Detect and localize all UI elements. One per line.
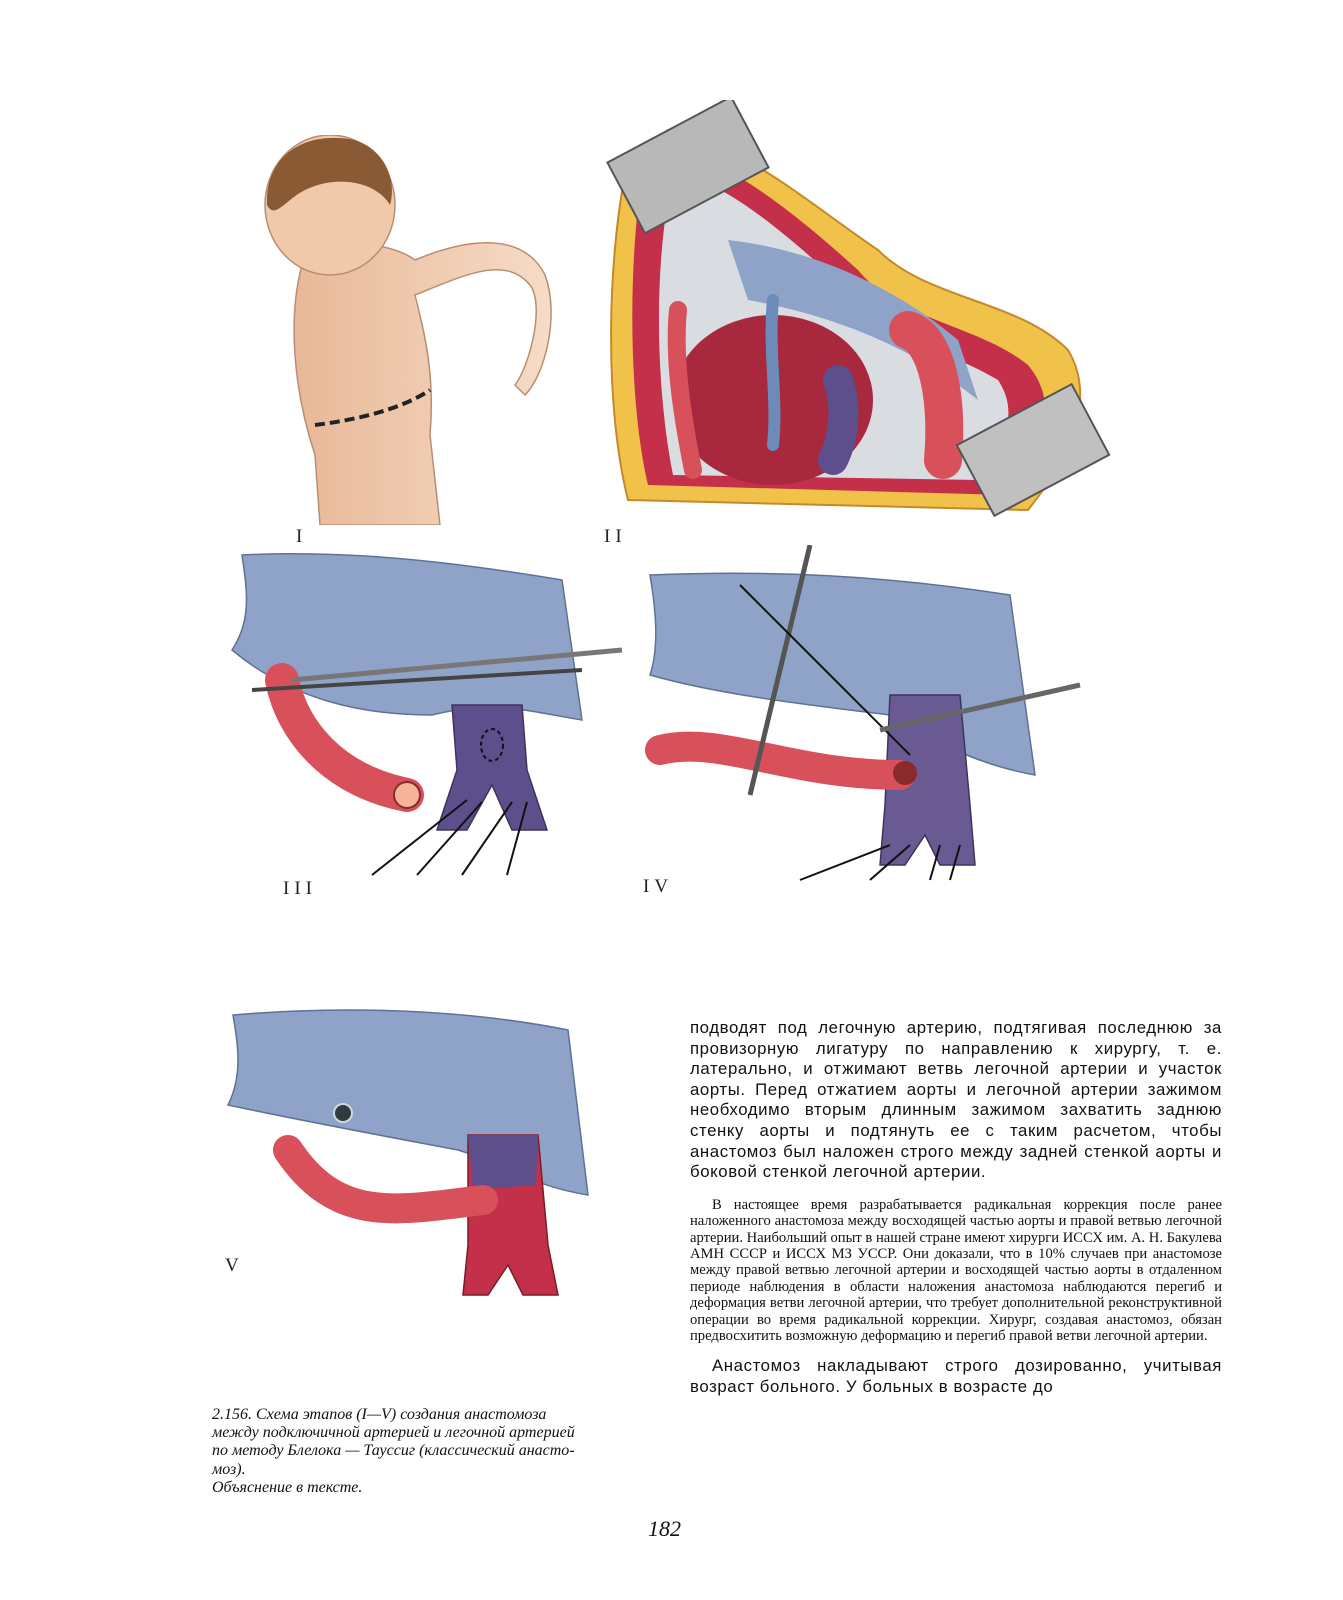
body-paragraph-1: подводят под легочную артерию, подтягивая последнюю за провизорную лигатуру по направлению к хирургу, т. е. латерально, и отжимают ветвь легочной артерии и участок аорты. Перед отжатием аорты и легочной артерии зажимом необходимо вторым длинным зажимом захватить заднюю стенку аорты и подтянуть ее с таким расчетом, чтобы анастомоз был наложен строго между задней стенкой аорты и боковой стенкой легочной артерии. xyxy=(690,1018,1222,1182)
figure-panel-i xyxy=(225,135,555,525)
figure-panel-v xyxy=(218,995,628,1315)
caption-line-4: моз). xyxy=(212,1460,246,1478)
completed-anastomosis-illustration xyxy=(218,995,628,1315)
caption-line-2: между подключичной артерией и легочной артерией xyxy=(212,1424,575,1442)
body-paragraph-3: Анастомоз накладывают строго дозированно, учитывая возраст больного. У больных в возрасте до xyxy=(690,1356,1222,1396)
anastomosis-suture-illustration xyxy=(640,545,1095,885)
vessel-clamp-illustration xyxy=(222,540,632,880)
child-posture-illustration xyxy=(225,135,555,525)
panel-label-iv: IV xyxy=(643,876,674,897)
body-text-column xyxy=(690,1018,1222,1398)
figure-panel-iv xyxy=(640,545,1095,885)
panel-label-ii: II xyxy=(604,526,627,547)
open-thorax-illustration xyxy=(598,100,1116,530)
panel-label-i: I xyxy=(296,526,308,547)
caption-line-1: 2.156. Схема этапов (I—V) создания анастомоза xyxy=(212,1406,547,1423)
body-paragraph-2: В настоящее время разрабатывается радикальная коррекция после ранее наложенного анастомоза между восходящей частью аорты и правой ветвью легочной артерии. Наибольший опыт в нашей стране имеют хирурги ИССХ им. А. Н. Бакулева АМН СССР и ИССХ МЗ УССР. Они доказали, что в 10% случаев при анастомозе между правой ветвью легочной артерии и восходящей частью аорты в отдаленном периоде наблюдения в области наложения анастомоза наблюдаются перегиб и деформация ветви легочной артерии, что требует дополнительной реконструктивной операции во время радикальной коррекции. Хирург, создавая анастомоз, обязан предвосхитить возможную деформацию и перегиб правой ветви легочной артерии. xyxy=(690,1196,1222,1344)
panel-label-iii: III xyxy=(283,878,317,899)
page-number: 182 xyxy=(648,1516,681,1541)
figure-panel-ii xyxy=(598,100,1116,530)
panel-label-v: V xyxy=(225,1255,244,1276)
caption-line-5: Объяснение в тексте. xyxy=(212,1478,363,1496)
caption-line-3: по методу Блелока — Тауссиг (классический анасто- xyxy=(212,1442,575,1460)
figure-panel-iii xyxy=(222,540,632,880)
figure-caption xyxy=(212,1406,674,1497)
